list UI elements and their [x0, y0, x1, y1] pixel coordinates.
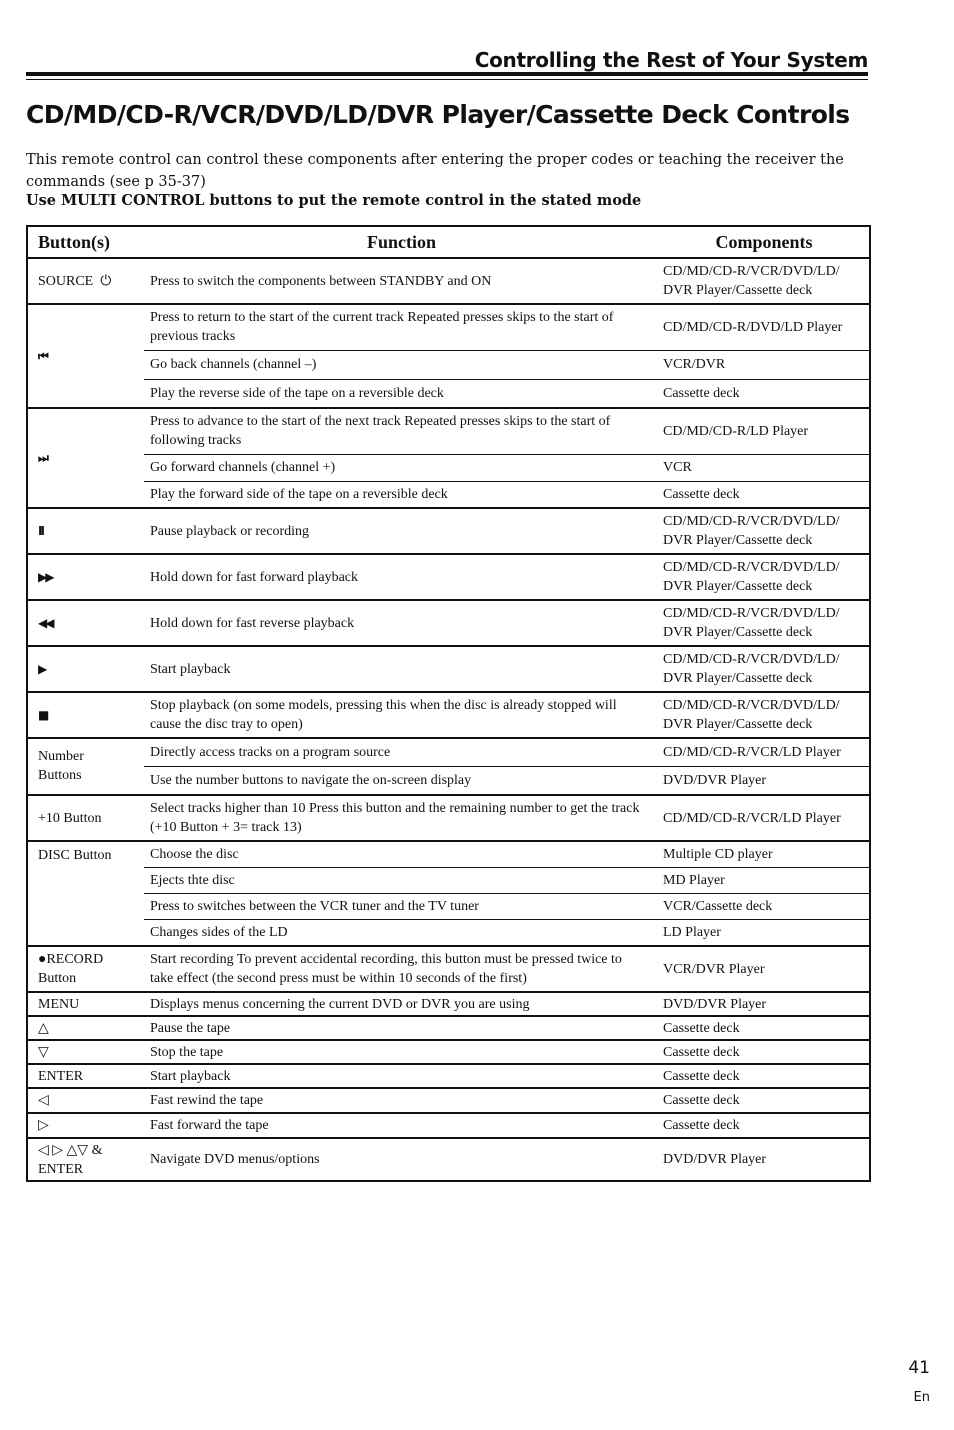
button-disc: DISC Button: [27, 841, 144, 946]
button-nav: ◁ ▷ △▽ &: [38, 1142, 103, 1158]
components-cell: Multiple CD player: [659, 841, 870, 868]
function-cell: Changes sides of the LD: [144, 920, 659, 947]
table-row: [27, 258, 870, 304]
table-row: [27, 692, 870, 738]
table-row: [27, 554, 870, 600]
table-row: [27, 408, 870, 454]
button-nav-2: ENTER: [38, 1161, 84, 1177]
components-cell: Cassette deck: [659, 1064, 870, 1088]
function-cell: Start playback: [144, 646, 659, 692]
table-row: [27, 1016, 870, 1040]
components-cell: CD/MD/CD-R/VCR/DVD/LD/ DVR Player/Cassette deck: [659, 258, 870, 304]
components-cell: VCR/DVR Player: [659, 946, 870, 992]
table-row: [27, 1064, 870, 1088]
intro-text: This remote control can control these components after entering the proper codes or teaching the receiver the commands (see p 35-37): [26, 152, 844, 190]
button-menu: MENU: [27, 992, 144, 1016]
table-row: [27, 946, 870, 992]
table-row: [27, 795, 870, 841]
table-row: [27, 1088, 870, 1113]
function-cell: Go forward channels (channel +): [144, 454, 659, 481]
function-cell: Choose the disc: [144, 841, 659, 868]
function-cell: Pause the tape: [144, 1016, 659, 1040]
rewind-icon: ◀◀: [38, 615, 53, 630]
header-rule: [26, 72, 868, 76]
intro-instruction: Use MULTI CONTROL buttons to put the remote control in the stated mode: [26, 192, 642, 209]
components-cell: Cassette deck: [659, 379, 870, 408]
components-cell: CD/MD/CD-R/VCR/DVD/LD/ DVR Player/Cassette deck: [659, 600, 870, 646]
table-row: [27, 600, 870, 646]
table-row: [27, 992, 870, 1016]
function-cell: Pause playback or recording: [144, 508, 659, 554]
button-enter: ENTER: [27, 1064, 144, 1088]
page-language: En: [913, 1390, 930, 1405]
table-row: [27, 1113, 870, 1138]
table-header-row: [27, 226, 870, 258]
components-cell: DVD/DVR Player: [659, 1138, 870, 1181]
components-cell: VCR/DVR: [659, 350, 870, 379]
table-row: [27, 868, 870, 894]
up-triangle-icon: △: [27, 1016, 144, 1040]
components-cell: CD/MD/CD-R/VCR/LD Player: [659, 795, 870, 841]
function-cell: Directly access tracks on a program source: [144, 738, 659, 766]
function-cell: Press to switch the components between STANDBY and ON: [144, 258, 659, 304]
components-cell: DVD/DVR Player: [659, 992, 870, 1016]
button-number-2: Buttons: [27, 766, 144, 795]
function-cell: Fast rewind the tape: [144, 1088, 659, 1113]
function-cell: Navigate DVD menus/options: [144, 1138, 659, 1181]
fast-forward-icon: ▶▶: [38, 569, 53, 584]
function-cell: Play the forward side of the tape on a reversible deck: [144, 481, 659, 508]
pause-icon: II: [38, 523, 43, 538]
function-cell: Stop the tape: [144, 1040, 659, 1064]
header-components: Components: [659, 226, 870, 258]
table-row: [27, 1138, 870, 1181]
function-cell: Hold down for fast reverse playback: [144, 600, 659, 646]
skip-back-icon: ⏮: [38, 348, 47, 363]
table-row: [27, 894, 870, 920]
button-source: SOURCE: [38, 273, 94, 289]
table-row: [27, 646, 870, 692]
page-number: 41: [908, 1358, 930, 1378]
header-function: Function: [144, 226, 659, 258]
table-row: [27, 1040, 870, 1064]
left-triangle-icon: ◁: [27, 1088, 144, 1113]
button-record: ●RECORD: [38, 952, 104, 967]
table-row: [27, 738, 870, 766]
function-cell: Fast forward the tape: [144, 1113, 659, 1138]
stop-icon: ■: [38, 707, 48, 722]
components-cell: Cassette deck: [659, 1016, 870, 1040]
components-cell: VCR: [659, 454, 870, 481]
button-record-2: Button: [38, 971, 77, 986]
table-row: [27, 304, 870, 350]
components-cell: CD/MD/CD-R/DVD/LD Player: [659, 304, 870, 350]
header-rule-thin: [26, 79, 868, 80]
function-cell: Start playback: [144, 1064, 659, 1088]
function-cell: Stop playback (on some models, pressing this when the disc is already stopped will cause the disc tray to open): [144, 692, 659, 738]
function-cell: Play the reverse side of the tape on a reversible deck: [144, 379, 659, 408]
components-cell: Cassette deck: [659, 481, 870, 508]
table-row: [27, 379, 870, 408]
components-cell: CD/MD/CD-R/VCR/DVD/LD/ DVR Player/Cassette deck: [659, 554, 870, 600]
function-cell: Use the number buttons to navigate the on-screen display: [144, 766, 659, 795]
right-triangle-icon: ▷: [27, 1113, 144, 1138]
table-row: [27, 508, 870, 554]
table-row: [27, 766, 870, 795]
button-number: Number: [27, 738, 144, 766]
components-cell: MD Player: [659, 868, 870, 894]
components-cell: LD Player: [659, 920, 870, 947]
function-cell: Press to return to the start of the current track Repeated presses skips to the start of previous tracks: [144, 304, 659, 350]
components-cell: CD/MD/CD-R/VCR/LD Player: [659, 738, 870, 766]
function-cell: Go back channels (channel –): [144, 350, 659, 379]
components-cell: VCR/Cassette deck: [659, 894, 870, 920]
play-icon: ▶: [38, 661, 46, 676]
function-cell: Select tracks higher than 10 Press this button and the remaining number to get the track (+10 Button + 3= track 13): [144, 795, 659, 841]
table-row: [27, 481, 870, 508]
function-cell: Press to advance to the start of the next track Repeated presses skips to the start of following tracks: [144, 408, 659, 454]
function-cell: Start recording To prevent accidental recording, this button must be pressed twice to take effect (the second press must be within 10 seconds of the first): [144, 946, 659, 992]
components-cell: Cassette deck: [659, 1088, 870, 1113]
table-row: [27, 350, 870, 379]
components-cell: CD/MD/CD-R/VCR/DVD/LD/ DVR Player/Cassette deck: [659, 508, 870, 554]
button-plus10: +10 Button: [27, 795, 144, 841]
header-button: Button(s): [27, 226, 144, 258]
components-cell: CD/MD/CD-R/VCR/DVD/LD/ DVR Player/Cassette deck: [659, 646, 870, 692]
function-cell: Press to switches between the VCR tuner and the TV tuner: [144, 894, 659, 920]
function-cell: Displays menus concerning the current DVD or DVR you are using: [144, 992, 659, 1016]
components-cell: CD/MD/CD-R/LD Player: [659, 408, 870, 454]
components-cell: DVD/DVR Player: [659, 766, 870, 795]
components-cell: Cassette deck: [659, 1113, 870, 1138]
table-row: [27, 920, 870, 947]
function-cell: Ejects thte disc: [144, 868, 659, 894]
controls-table: [26, 225, 871, 1182]
power-icon: ⏻: [100, 273, 112, 289]
table-row: [27, 454, 870, 481]
skip-forward-icon: ⏭: [38, 450, 47, 465]
function-cell: Hold down for fast forward playback: [144, 554, 659, 600]
down-triangle-icon: ▽: [27, 1040, 144, 1064]
page-title: CD/MD/CD-R/VCR/DVD/LD/DVR Player/Cassette Deck Controls: [26, 100, 850, 129]
table-row: [27, 841, 870, 868]
section-title: Controlling the Rest of Your System: [474, 48, 868, 72]
components-cell: CD/MD/CD-R/VCR/DVD/LD/ DVR Player/Cassette deck: [659, 692, 870, 738]
components-cell: Cassette deck: [659, 1040, 870, 1064]
